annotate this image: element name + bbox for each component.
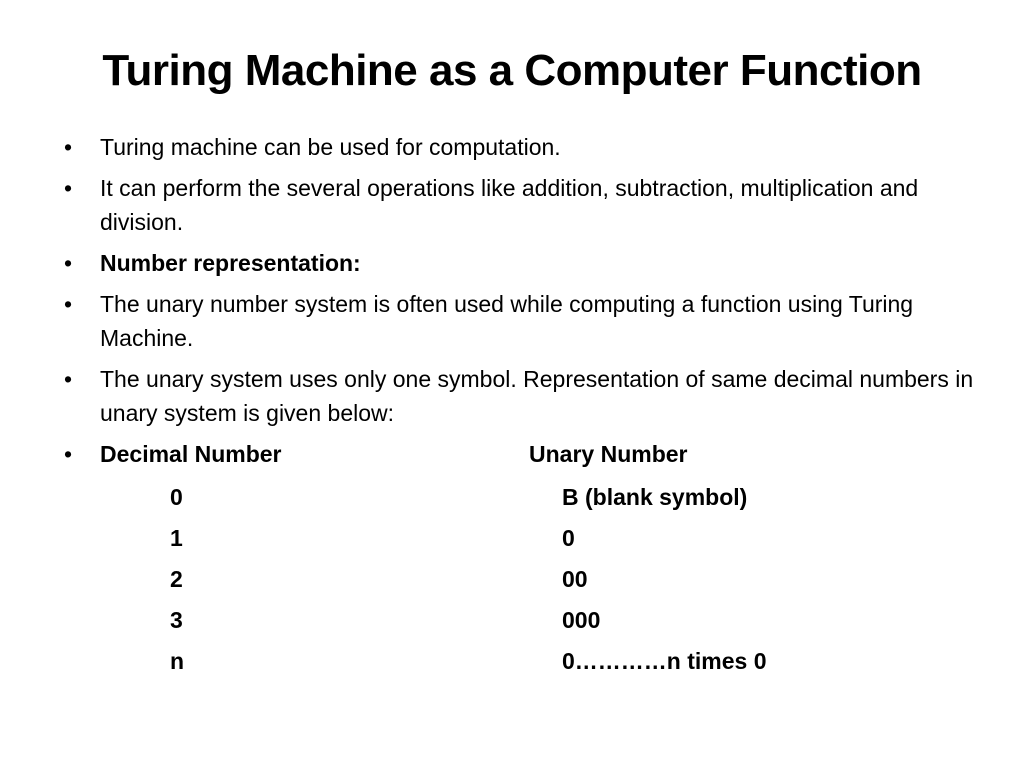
decimal-value: n <box>170 648 185 674</box>
table-header-bullet <box>56 437 976 471</box>
table-row <box>170 562 870 603</box>
unary-table <box>170 480 870 685</box>
bullet-text: The unary number system is often used while computing a function using Turing Machine. <box>100 291 914 351</box>
bullet-symbol: • <box>63 134 73 160</box>
unary-value: B (blank symbol) <box>562 484 748 510</box>
table-row <box>170 480 870 521</box>
slide-title: Turing Machine as a Computer Function <box>102 46 922 95</box>
bullet-item <box>56 246 976 280</box>
unary-number-header: Unary Number <box>529 441 688 467</box>
decimal-number-header: Decimal Number <box>100 441 282 467</box>
bullet-item <box>56 171 976 239</box>
bullet-text: The unary system uses only one symbol. Representation of same decimal numbers in unary system is given below: <box>100 366 974 426</box>
table-header-row <box>100 437 976 471</box>
decimal-value: 1 <box>170 525 183 551</box>
bullet-item <box>56 130 976 164</box>
table-row <box>170 644 870 685</box>
bullet-text-bold: Number representation: <box>100 250 361 276</box>
bullet-symbol: • <box>63 175 73 201</box>
bullet-symbol: • <box>63 366 73 392</box>
bullet-item <box>56 362 976 430</box>
unary-value: 0…………n times 0 <box>562 648 767 674</box>
unary-value: 0 <box>562 525 575 551</box>
bullet-list <box>56 130 976 478</box>
unary-value: 000 <box>562 607 601 633</box>
bullet-symbol: • <box>63 250 73 276</box>
bullet-symbol: • <box>63 441 73 467</box>
decimal-value: 3 <box>170 607 183 633</box>
unary-value: 00 <box>562 566 588 592</box>
table-row <box>170 603 870 644</box>
table-row <box>170 521 870 562</box>
decimal-value: 2 <box>170 566 183 592</box>
bullet-symbol: • <box>63 291 73 317</box>
bullet-text: It can perform the several operations like addition, subtraction, multiplication and division. <box>100 175 919 235</box>
bullet-item <box>56 287 976 355</box>
bullet-text: Turing machine can be used for computation. <box>100 134 561 160</box>
decimal-value: 0 <box>170 484 183 510</box>
